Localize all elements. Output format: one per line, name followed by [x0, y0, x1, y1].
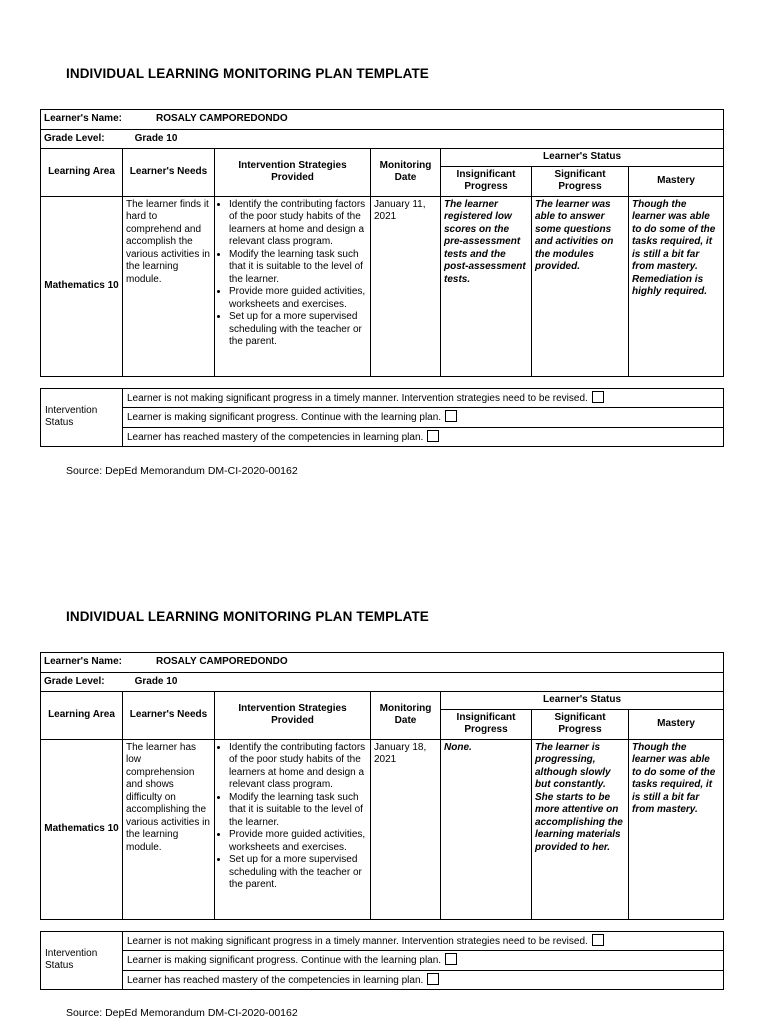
- intervention-option-text: Learner is not making significant progress in a timely manner. Intervention strategies need to be revised.: [127, 392, 588, 404]
- header-mastery: Mastery: [629, 166, 724, 196]
- header-insignificant-progress: Insignificant Progress: [441, 166, 532, 196]
- checkbox-continue[interactable]: [445, 953, 457, 965]
- strategy-item: • Identify the contributing factors of the poor study habits of the learners at home and design a relevant class program.: [229, 742, 367, 792]
- checkbox-revise[interactable]: [592, 391, 604, 403]
- intervention-status-label: Intervention Status: [41, 388, 123, 447]
- intervention-status-label: Intervention Status: [41, 931, 123, 990]
- header-intervention-strategies: Intervention Strategies Provided: [215, 149, 371, 197]
- plan-2-monitoring-table: [40, 652, 724, 920]
- plan-2-title: INDIVIDUAL LEARNING MONITORING PLAN TEMPLATE: [66, 609, 429, 624]
- cell-insignificant-progress: None.: [441, 739, 532, 919]
- plan-2-intervention-status-table: [40, 931, 724, 991]
- header-learners-needs: Learner's Needs: [123, 692, 215, 740]
- strategy-item: • Modify the learning task such that it is suitable to the level of the learner.: [229, 249, 367, 287]
- plan-1-monitoring-table: [40, 109, 724, 377]
- intervention-option-text: Learner is making significant progress. Continue with the learning plan.: [127, 412, 442, 423]
- header-monitoring-date: Monitoring Date: [371, 149, 441, 197]
- intervention-option-text: Learner has reached mastery of the competencies in learning plan.: [127, 431, 424, 443]
- cell-learning-area: Mathematics 10: [41, 196, 123, 376]
- strategy-item: • Identify the contributing factors of the poor study habits of the learners at home and design a relevant class program.: [229, 199, 367, 249]
- header-intervention-strategies: Intervention Strategies Provided: [215, 692, 371, 740]
- checkbox-mastery[interactable]: [427, 430, 439, 442]
- header-significant-progress: Significant Progress: [532, 709, 629, 739]
- grade-level-row: [41, 129, 724, 149]
- header-learning-area: Learning Area: [41, 692, 123, 740]
- intervention-option-text: Learner is making significant progress. Continue with the learning plan.: [127, 955, 442, 966]
- learner-name-row: [41, 653, 724, 673]
- cell-significant-progress: The learner is progressing, although slowly but constantly. She starts to be more attentive on accomplishing the learning materials provided to her.: [532, 739, 629, 919]
- intervention-option-continue: [123, 408, 724, 428]
- plan-1-source: Source: DepEd Memorandum DM-CI-2020-00162: [66, 465, 298, 477]
- header-learning-area: Learning Area: [41, 149, 123, 197]
- cell-monitoring-date: January 18, 2021: [371, 739, 441, 919]
- strategy-item: • Modify the learning task such that it is suitable to the level of the learner.: [229, 792, 367, 830]
- cell-intervention-strategies: [215, 196, 371, 376]
- learner-name-value: ROSALY CAMPOREDONDO: [155, 113, 288, 124]
- strategy-item: • Provide more guided activities, worksheets and exercises.: [229, 829, 367, 854]
- checkbox-mastery[interactable]: [427, 973, 439, 985]
- plan-2-table-wrap: [40, 652, 723, 990]
- grade-level-row: [41, 672, 724, 692]
- cell-monitoring-date: January 11, 2021: [371, 196, 441, 376]
- strategies-list: [218, 199, 367, 349]
- checkbox-revise[interactable]: [592, 934, 604, 946]
- cell-intervention-strategies: [215, 739, 371, 919]
- grade-level-value: Grade 10: [134, 132, 178, 144]
- intervention-option-continue: [123, 951, 724, 971]
- plan-1-table-wrap: [40, 109, 723, 447]
- cell-significant-progress: The learner was able to answer some questions and activities on the modules provided.: [532, 196, 629, 376]
- header-monitoring-date: Monitoring Date: [371, 692, 441, 740]
- cell-learners-needs: The learner finds it hard to comprehend and accomplish the various activities in the learning module.: [123, 196, 215, 376]
- intervention-option-text: Learner is not making significant progress in a timely manner. Intervention strategies need to be revised.: [127, 935, 588, 947]
- intervention-option-mastery: [123, 427, 724, 447]
- strategy-item: • Set up for a more supervised scheduling with the teacher or the parent.: [229, 854, 367, 892]
- cell-learners-needs: The learner has low comprehension and shows difficulty on accomplishing the various activities in the learning module.: [123, 739, 215, 919]
- cell-insignificant-progress: The learner registered low scores on the pre-assessment tests and the post-assessment tests.: [441, 196, 532, 376]
- header-learners-needs: Learner's Needs: [123, 149, 215, 197]
- checkbox-continue[interactable]: [445, 410, 457, 422]
- intervention-option-revise: [123, 388, 724, 408]
- intervention-option-revise: [123, 931, 724, 951]
- header-insignificant-progress: Insignificant Progress: [441, 709, 532, 739]
- learner-name-label: Learner's Name:: [44, 113, 122, 124]
- plan-1-title: INDIVIDUAL LEARNING MONITORING PLAN TEMPLATE: [66, 66, 429, 81]
- intervention-option-mastery: [123, 970, 724, 990]
- learner-name-value: ROSALY CAMPOREDONDO: [155, 656, 288, 667]
- strategy-item: • Provide more guided activities, worksheets and exercises.: [229, 286, 367, 311]
- cell-learning-area: Mathematics 10: [41, 739, 123, 919]
- learner-name-row: [41, 110, 724, 130]
- cell-mastery: Though the learner was able to do some of the tasks required, it is still a bit far from mastery.: [629, 739, 724, 919]
- header-learners-status: Learner's Status: [441, 149, 724, 167]
- cell-mastery: Though the learner was able to do some of the tasks required, it is still a bit far from mastery. Remediation is highly required.: [629, 196, 724, 376]
- plan-2-source: Source: DepEd Memorandum DM-CI-2020-00162: [66, 1007, 298, 1019]
- header-mastery: Mastery: [629, 709, 724, 739]
- header-significant-progress: Significant Progress: [532, 166, 629, 196]
- grade-level-label: Grade Level:: [44, 675, 105, 687]
- grade-level-label: Grade Level:: [44, 132, 105, 144]
- strategy-item: • Set up for a more supervised scheduling with the teacher or the parent.: [229, 311, 367, 349]
- learner-name-label: Learner's Name:: [44, 656, 122, 667]
- plan-1-intervention-status-table: [40, 388, 724, 448]
- strategies-list: [218, 742, 367, 892]
- intervention-option-text: Learner has reached mastery of the competencies in learning plan.: [127, 974, 424, 986]
- header-learners-status: Learner's Status: [441, 692, 724, 710]
- grade-level-value: Grade 10: [134, 675, 178, 687]
